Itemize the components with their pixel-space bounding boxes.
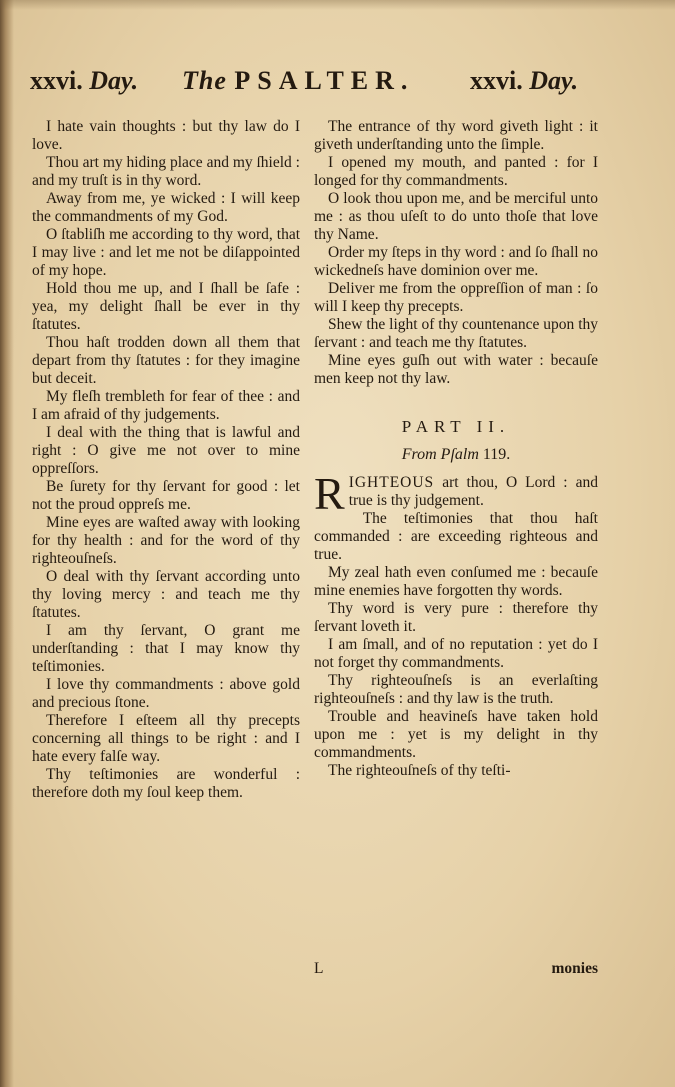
verse: Mine eyes are waſted away with looking for thy health : and for the word of thy righteouſneſs. <box>32 514 300 567</box>
verse: O look thou upon me, and be merciful unto me : as thou uſeſt to do unto thoſe that love thy Name. <box>314 190 598 243</box>
verse: O ſtabliſh me according to thy word, that I may live : and let me not be diſappointed of my hope. <box>32 226 300 279</box>
verse: My fleſh trembleth for fear of thee : and I am afraid of thy judgements. <box>32 388 300 423</box>
verse: I am thy ſervant, O grant me underſtanding : that I may know thy teſtimonies. <box>32 622 300 675</box>
verse: Thy word is very pure : therefore thy ſervant loveth it. <box>314 600 598 635</box>
page-footer <box>314 960 598 980</box>
verse: The entrance of thy word giveth light : it giveth underſtanding unto the ſimple. <box>314 118 598 153</box>
header-left-day <box>30 66 138 96</box>
page-top-edge <box>0 0 675 10</box>
verse: I opened my mouth, and panted : for I longed for thy commandments. <box>314 154 598 189</box>
verse: Hold thou me up, and I ſhall be ſafe : yea, my delight ſhall be ever in thy ſtatutes. <box>32 280 300 333</box>
verse: Trouble and heavineſs have taken hold upon me : yet is my delight in thy commandments. <box>314 708 598 761</box>
verse: Away from me, ye wicked : I will keep the commandments of my God. <box>32 190 300 225</box>
verse: Order my ſteps in thy word : and ſo ſhall no wickedneſs have dominion over me. <box>314 244 598 279</box>
header-right-day-word: Day. <box>529 66 579 95</box>
header-left-number: xxvi. <box>30 66 83 95</box>
verse: The teſtimonies that thou haſt commanded : are exceeding righteous and true. <box>314 510 598 563</box>
verse: Be ſurety for thy ſervant for good : let not the proud oppreſs me. <box>32 478 300 513</box>
first-word-caps: IGHTEOUS <box>348 474 435 491</box>
psalm-reference-label: From Pſalm <box>401 446 479 463</box>
drop-capital: R <box>314 468 345 519</box>
left-column <box>32 118 300 802</box>
verse: Thy righteouſneſs is an everlaſting righteouſneſs : and thy law is the truth. <box>314 672 598 707</box>
psalm-reference <box>314 446 598 464</box>
header-the: The <box>182 66 227 95</box>
verse: I hate vain thoughts : but thy law do I love. <box>32 118 300 153</box>
header-left-day-word: Day. <box>89 66 139 95</box>
verse: The righteouſneſs of thy teſti- <box>328 762 511 779</box>
page-left-edge <box>0 0 14 1087</box>
header-right-day <box>470 66 578 96</box>
header-right-number: xxvi. <box>470 66 523 95</box>
header-title <box>182 66 414 96</box>
verse: I am ſmall, and of no reputation : yet do I not forget thy commandments. <box>314 636 598 671</box>
first-verse-text: art thou, O Lord : and true is thy judgement. <box>348 474 598 509</box>
verse: Thou haſt trodden down all them that depart from thy ſtatutes : for they imagine but deceit. <box>32 334 300 387</box>
part-heading: PART II. <box>401 417 511 436</box>
verse: Thy teſtimonies are wonderful : therefore doth my ſoul keep them. <box>32 766 300 801</box>
first-verse <box>314 468 598 519</box>
psalm-number: 119. <box>482 446 511 463</box>
verse: Therefore I eſteem all thy precepts concerning all things to be right : and I hate every falſe way. <box>32 712 300 765</box>
verse: I love thy commandments : above gold and precious ſtone. <box>32 676 300 711</box>
verse: Deliver me from the oppreſſion of man : ſo will I keep thy precepts. <box>314 280 598 315</box>
verse: I deal with the thing that is lawful and right : O give me not over to mine oppreſſors. <box>32 424 300 477</box>
verse: O deal with thy ſervant according unto thy loving mercy : and teach me thy ſtatutes. <box>32 568 300 621</box>
signature-mark: L <box>314 960 324 977</box>
verse: Mine eyes guſh out with water : becauſe men keep not thy law. <box>314 352 598 387</box>
header-psalter: PSALTER. <box>234 66 415 95</box>
running-header <box>30 66 610 106</box>
verse: Shew the light of thy countenance upon thy ſervant : and teach me thy ſtatutes. <box>314 316 598 351</box>
verse: Thou art my hiding place and my ſhield : and my truſt is in thy word. <box>32 154 300 189</box>
catchword: monies <box>551 960 598 977</box>
verse: My zeal hath even conſumed me : becauſe mine enemies have forgotten thy words. <box>314 564 598 599</box>
right-column <box>314 118 598 780</box>
